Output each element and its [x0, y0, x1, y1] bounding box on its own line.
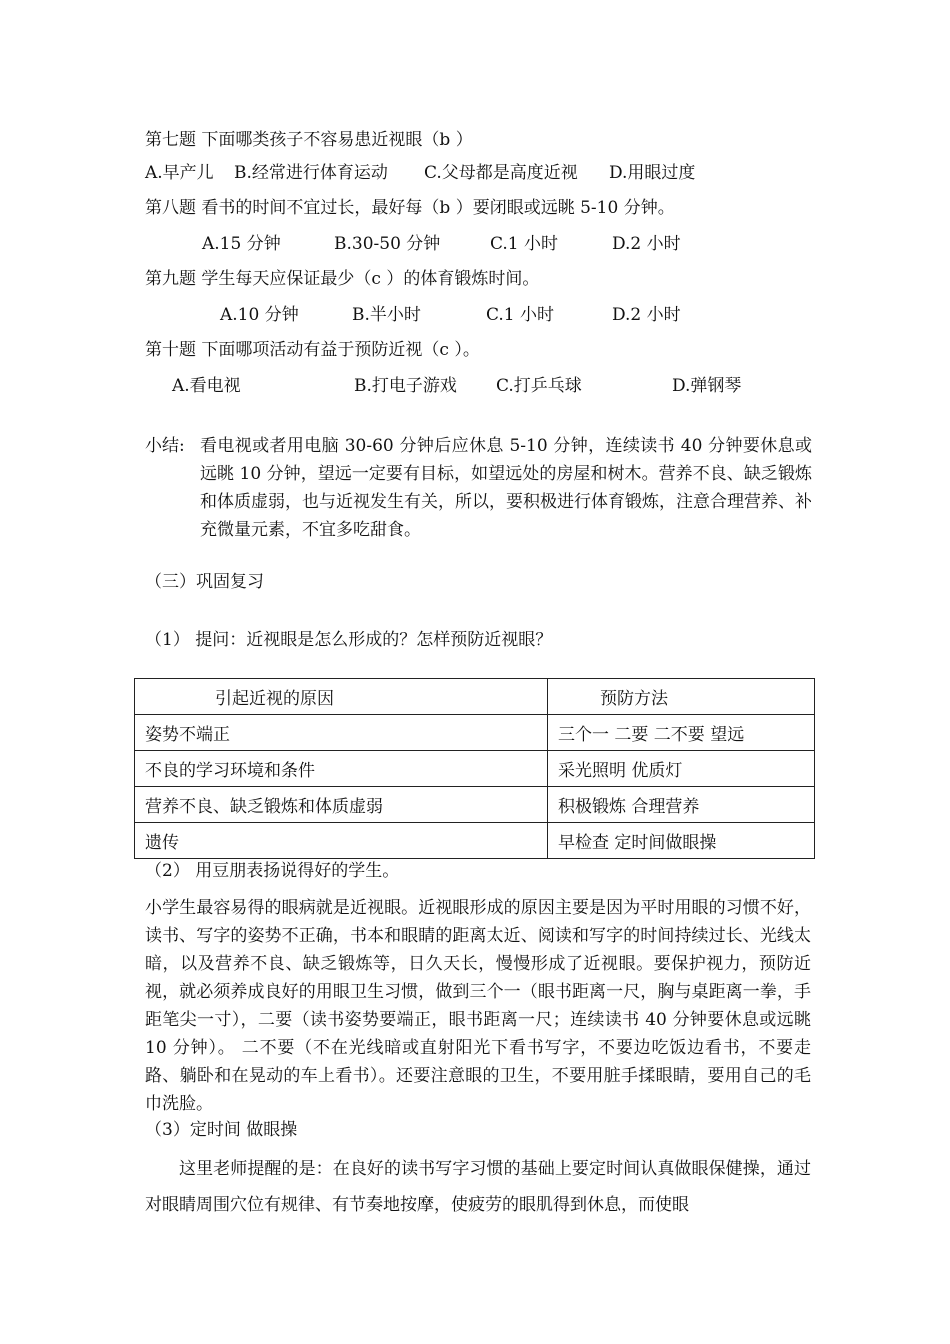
paragraph-eye-exercise: 这里老师提醒的是：在良好的读书写字习惯的基础上要定时间认真做眼保健操，通过对眼睛周围穴位有规律、有节奏地按摩，使疲劳的眼肌得到休息，而使眼 — [145, 1159, 811, 1215]
q10-option-c: C.打乒乓球 — [496, 376, 582, 396]
q8-option-c: C.1 小时 — [490, 234, 559, 254]
section-3-title: （三）巩固复习 — [145, 572, 264, 592]
q8-option-a: A.15 分钟 — [202, 234, 281, 254]
q9-option-b: B.半小时 — [352, 305, 421, 325]
summary-text: 看电视或者用电脑 30-60 分钟后应休息 5-10 分钟，连续读书 40 分钟要休息或远眺 10 分钟，望远一定要有目标，如望远处的房屋和树木。营养不良、缺乏锻炼和体质虚弱，也与近视发生有关，所以，要积极进行体育锻炼，注意合理营养、补充微量元素，不宜多吃甜食。 — [200, 436, 812, 540]
table-cell-prevention: 采光照明 优质灯 — [548, 751, 815, 787]
q7-option-d: D.用眼过度 — [609, 163, 696, 183]
q10-option-b: B.打电子游戏 — [354, 376, 457, 396]
table-cell-cause: 遗传 — [135, 823, 548, 859]
table-cell-cause: 不良的学习环境和条件 — [135, 751, 548, 787]
table-cell-cause: 营养不良、缺乏锻炼和体质虚弱 — [135, 787, 548, 823]
q7-option-b: B.经常进行体育运动 — [234, 163, 388, 183]
question-7: 第七题 下面哪类孩子不容易患近视眼（b ） — [145, 130, 473, 150]
q7-option-a: A.早产儿 — [145, 163, 214, 183]
q10-option-a: A.看电视 — [172, 376, 241, 396]
q7-option-c: C.父母都是高度近视 — [424, 163, 578, 183]
table-row — [135, 787, 815, 823]
table-header-row — [135, 679, 815, 715]
table-row — [135, 751, 815, 787]
item-2-text: （2） 用豆朋表扬说得好的学生。 — [145, 861, 400, 881]
question-10: 第十题 下面哪项活动有益于预防近视（c ）。 — [145, 340, 480, 360]
table-row — [135, 715, 815, 751]
causes-prevention-table — [134, 678, 815, 859]
item-3-title: （3）定时间 做眼操 — [145, 1120, 298, 1140]
question-9: 第九题 学生每天应保证最少（c ）的体育锻炼时间。 — [145, 269, 540, 289]
q10-option-d: D.弹钢琴 — [672, 376, 742, 396]
q8-option-b: B.30-50 分钟 — [334, 234, 441, 254]
table-row — [135, 823, 815, 859]
table-cell-prevention: 积极锻炼 合理营养 — [548, 787, 815, 823]
q9-option-d: D.2 小时 — [612, 305, 681, 325]
table-cell-prevention: 三个一 二要 二不要 望远 — [548, 715, 815, 751]
table-header-prevention: 预防方法 — [548, 679, 815, 715]
paragraph-myopia-causes: 小学生最容易得的眼病就是近视眼。近视眼形成的原因主要是因为平时用眼的习惯不好，读书、写字的姿势不正确，书本和眼睛的距离太近、阅读和写字的时间持续过长、光线太暗，以及营养不良、缺乏锻炼等，日久天长，慢慢形成了近视眼。要保护视力，预防近视，就必须养成良好的用眼卫生习惯，做到三个一（眼书距离一尺，胸与桌距离一拳，手距笔尖一寸），二要（读书姿势要端正，眼书距离一尺；连续读书 40 分钟要休息或远眺 10 分钟）。 二不要（不在光线暗或直射阳光下看书写字，不要边吃饭边看书，不要走路、躺卧和在晃动的车上看书）。还要注意眼的卫生，不要用脏手揉眼睛，要用自己的毛巾洗脸。 — [145, 898, 811, 1114]
table-cell-cause: 姿势不端正 — [135, 715, 548, 751]
summary-label: 小结: — [145, 436, 185, 456]
item-1-question: （1） 提问：近视眼是怎么形成的？怎样预防近视眼？ — [145, 630, 553, 650]
q8-option-d: D.2 小时 — [612, 234, 681, 254]
question-8: 第八题 看书的时间不宜过长，最好每（b ）要闭眼或远眺 5-10 分钟。 — [145, 198, 675, 218]
q9-option-c: C.1 小时 — [486, 305, 555, 325]
q9-option-a: A.10 分钟 — [220, 305, 299, 325]
table-header-causes: 引起近视的原因 — [135, 679, 548, 715]
table-cell-prevention: 早检查 定时间做眼操 — [548, 823, 815, 859]
